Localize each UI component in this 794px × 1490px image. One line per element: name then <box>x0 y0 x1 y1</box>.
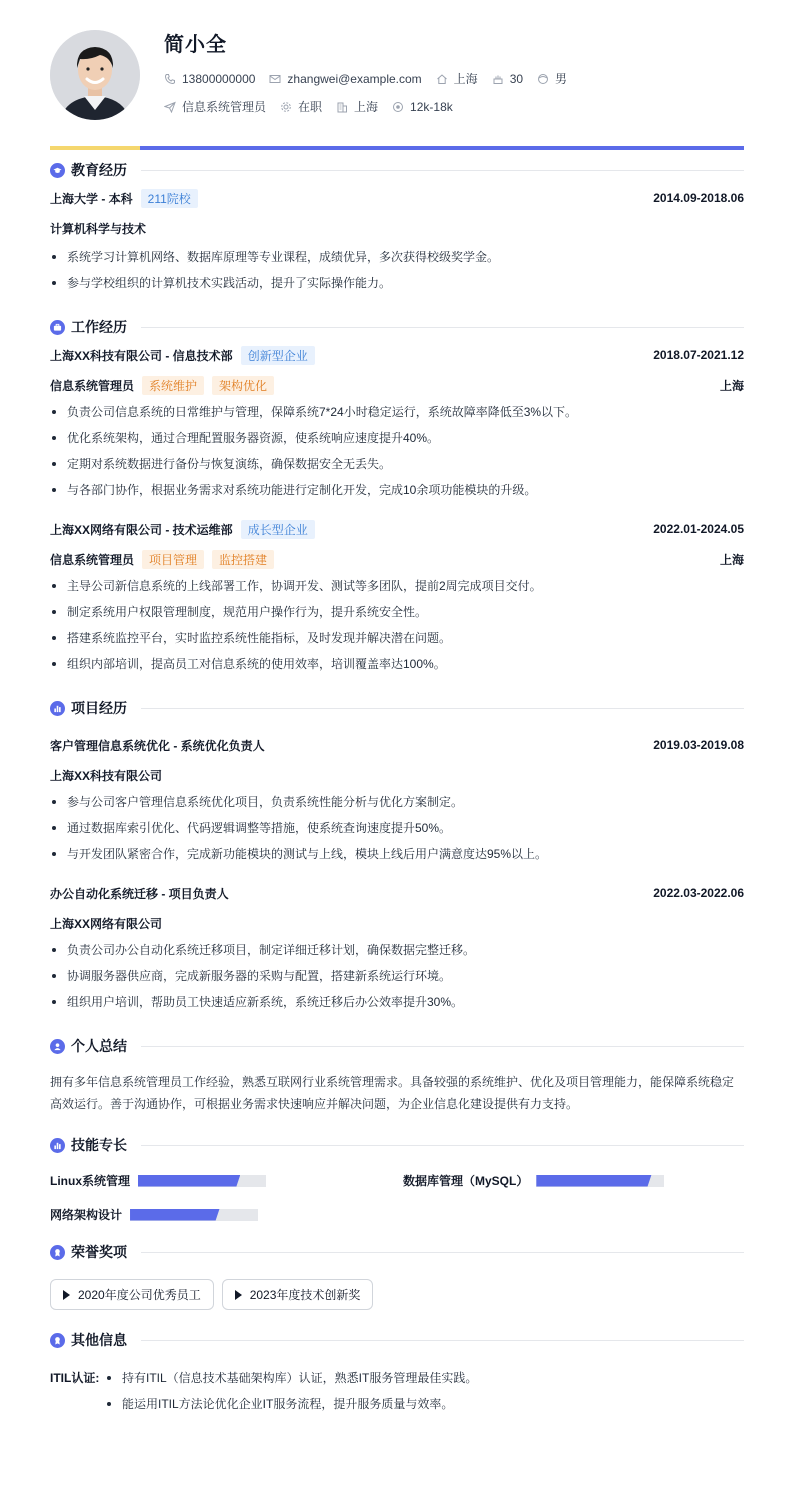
section-header-skills <box>50 1135 744 1155</box>
briefcase-icon <box>50 320 65 335</box>
position-text: 信息系统管理员 <box>182 100 267 114</box>
send-icon <box>164 101 176 113</box>
project-bullets <box>50 789 744 867</box>
honors-section <box>50 1242 744 1310</box>
mail-icon <box>269 73 281 85</box>
honor-label: 2023年度技术创新奖 <box>249 1288 361 1302</box>
salary-item <box>392 100 453 114</box>
section-title: 个人总结 <box>71 1038 127 1054</box>
list-item: 通过数据库索引优化、代码逻辑调整等措施，使系统查询速度提升50%。 <box>50 815 744 841</box>
list-item: 定期对系统数据进行备份与恢复演练，确保数据安全无丢失。 <box>50 451 744 477</box>
avatar <box>50 30 140 120</box>
city-item <box>436 70 478 87</box>
skill-bar-fill <box>536 1175 651 1187</box>
project-period: 2022.03-2022.06 <box>653 886 744 900</box>
phone-item <box>164 72 255 86</box>
skill-bar-fill <box>138 1175 240 1187</box>
list-item: 搭建系统监控平台，实时监控系统性能指标，及时发现并解决潜在问题。 <box>50 625 744 651</box>
contact-row <box>164 70 567 87</box>
resume-header <box>50 28 744 146</box>
company-name: 上海XX网络有限公司 - 技术运维部 <box>50 522 233 537</box>
list-item: 负责公司信息系统的日常维护与管理，保障系统7*24小时稳定运行，系统故障率降低至3%以下。 <box>50 399 744 425</box>
job-period: 2022.01-2024.05 <box>653 522 744 536</box>
skill-bar <box>536 1175 664 1187</box>
bar-chart-icon <box>50 701 65 716</box>
other-label: ITIL认证: <box>50 1371 100 1385</box>
list-item: 协调服务器供应商，完成新服务器的采购与配置，搭建新系统运行环境。 <box>50 963 744 989</box>
skill-tag: 架构优化 <box>212 376 274 395</box>
salary-text: 12k-18k <box>410 99 453 114</box>
list-item: 参与学校组织的计算机技术实践活动，提升了实际操作能力。 <box>50 270 744 296</box>
job-role-row <box>50 375 744 395</box>
list-item: 组织用户培训，帮助员工快速适应新系统，系统迁移后办公效率提升30%。 <box>50 989 744 1015</box>
skill-bar <box>130 1209 258 1221</box>
skill-name: Linux系统管理 <box>50 1174 130 1188</box>
status-item <box>280 98 322 115</box>
major-row <box>50 218 744 238</box>
candidate-name: 简小全 <box>164 34 227 56</box>
age-text: 30 <box>509 71 524 86</box>
skill-bar-fill <box>130 1209 220 1221</box>
skill-bar <box>138 1175 266 1187</box>
cake-icon <box>492 73 504 85</box>
divider-accent-yellow <box>50 146 140 150</box>
school-name: 上海大学 - 本科 <box>50 191 133 206</box>
section-title: 工作经历 <box>71 319 127 335</box>
phone-icon <box>164 73 176 85</box>
section-title: 项目经历 <box>71 700 127 716</box>
section-divider <box>141 1046 744 1047</box>
work-city-item <box>336 98 378 115</box>
company-tag: 创新型企业 <box>241 346 315 365</box>
skills-section <box>50 1135 744 1242</box>
section-header-summary <box>50 1036 744 1056</box>
job-role: 信息系统管理员 <box>50 552 135 567</box>
project-company-row <box>50 913 744 933</box>
project-company-row <box>50 765 744 785</box>
section-divider <box>141 170 744 171</box>
list-item: 系统学习计算机网络、数据库原理等专业课程，成绩优异，多次获得校级奖学金。 <box>50 244 744 270</box>
section-title: 荣誉奖项 <box>71 1244 127 1260</box>
section-divider <box>141 1252 744 1253</box>
settings-icon <box>280 101 292 113</box>
gender-item <box>537 70 567 87</box>
projects-section <box>50 698 744 1015</box>
status-text: 在职 <box>298 100 323 114</box>
section-header-honors <box>50 1242 744 1262</box>
project-company: 上海XX科技有限公司 <box>50 768 163 783</box>
project-company: 上海XX网络有限公司 <box>50 916 163 931</box>
list-item: 能运用ITIL方法论优化企业IT服务流程，提升服务质量与效率。 <box>105 1391 477 1417</box>
summary-section <box>50 1036 744 1115</box>
job-location: 上海 <box>719 552 744 567</box>
major-name: 计算机科学与技术 <box>50 221 147 236</box>
honor-chip <box>50 1279 214 1310</box>
job-role-row <box>50 549 744 569</box>
list-item: 负责公司办公自动化系统迁移项目，制定详细迁移计划，确保数据完整迁移。 <box>50 937 744 963</box>
project-name: 办公自动化系统迁移 - 项目负责人 <box>50 886 229 901</box>
play-triangle-icon <box>235 1290 242 1300</box>
education-bullets <box>50 244 744 296</box>
skill-item <box>403 1172 664 1189</box>
gender-text: 男 <box>555 72 568 86</box>
company-name: 上海XX科技有限公司 - 信息技术部 <box>50 348 233 363</box>
education-header-row <box>50 188 744 208</box>
project-header-row <box>50 735 744 755</box>
project-bullets <box>50 937 744 1015</box>
user-icon <box>50 1039 65 1054</box>
project-period: 2019.03-2019.08 <box>653 738 744 752</box>
education-section <box>50 160 744 296</box>
play-triangle-icon <box>63 1290 70 1300</box>
section-header-education <box>50 160 744 180</box>
section-divider <box>141 708 744 709</box>
job-role: 信息系统管理员 <box>50 378 135 393</box>
skills-grid <box>50 1172 744 1242</box>
job-header-row <box>50 519 744 539</box>
skill-name: 数据库管理（MySQL） <box>403 1174 529 1188</box>
email-item <box>269 72 421 86</box>
work-section <box>50 317 744 677</box>
project-name: 客户管理信息系统优化 - 系统优化负责人 <box>50 738 265 753</box>
school-tag: 211院校 <box>141 189 198 208</box>
skill-item <box>50 1172 266 1189</box>
list-item: 持有ITIL（信息技术基础架构库）认证，熟悉IT服务管理最佳实践。 <box>105 1365 477 1391</box>
gender-icon <box>537 73 549 85</box>
graduation-cap-icon <box>50 163 65 178</box>
building-icon <box>336 101 348 113</box>
age-item <box>492 72 523 86</box>
award-icon <box>50 1333 65 1348</box>
divider-accent-blue <box>140 146 744 150</box>
city-text: 上海 <box>453 72 478 86</box>
skill-tag: 系统维护 <box>142 376 204 395</box>
honor-chip <box>222 1279 374 1310</box>
list-item: 主导公司新信息系统的上线部署工作，协调开发、测试等多团队，提前2周完成项目交付。 <box>50 573 744 599</box>
phone-text: 13800000000 <box>182 71 256 86</box>
company-tag: 成长型企业 <box>241 520 315 539</box>
list-item: 制定系统用户权限管理制度，规范用户操作行为，提升系统安全性。 <box>50 599 744 625</box>
award-icon <box>50 1245 65 1260</box>
section-divider <box>141 327 744 328</box>
project-header-row <box>50 883 744 903</box>
section-title: 教育经历 <box>71 162 127 178</box>
list-item: 与各部门协作，根据业务需求对系统功能进行定制化开发，完成10余项功能模块的升级。 <box>50 477 744 503</box>
job-bullets <box>50 573 744 677</box>
skill-name: 网络架构设计 <box>50 1208 123 1222</box>
other-bullets <box>105 1365 477 1417</box>
job-header-row <box>50 345 744 365</box>
summary-text: 拥有多年信息系统管理员工作经验，熟悉互联网行业系统管理需求。具备较强的系统维护、优化及项目管理能力，能保障系统稳定高效运行。善于沟通协作，可根据业务需求快速响应并解决问题，为企业信息化建设提供有力支持。 <box>50 1075 735 1111</box>
section-header-work <box>50 317 744 337</box>
email-text: zhangwei@example.com <box>287 71 422 86</box>
skill-tag: 监控搭建 <box>212 550 274 569</box>
position-item <box>164 98 266 115</box>
section-header-other <box>50 1330 744 1350</box>
job-bullets <box>50 399 744 503</box>
job-period: 2018.07-2021.12 <box>653 348 744 362</box>
section-header-projects <box>50 698 744 718</box>
section-title: 其他信息 <box>71 1332 127 1348</box>
section-divider <box>141 1145 744 1146</box>
list-item: 优化系统架构，通过合理配置服务器资源，使系统响应速度提升40%。 <box>50 425 744 451</box>
work-city-text: 上海 <box>354 100 379 114</box>
honors-list <box>50 1279 744 1310</box>
list-item: 参与公司客户管理信息系统优化项目，负责系统性能分析与优化方案制定。 <box>50 789 744 815</box>
home-icon <box>436 73 448 85</box>
list-item: 组织内部培训，提高员工对信息系统的使用效率，培训覆盖率达100%。 <box>50 651 744 677</box>
resume-page <box>50 28 744 1417</box>
skill-tag: 项目管理 <box>142 550 204 569</box>
list-item: 与开发团队紧密合作，完成新功能模块的测试与上线，模块上线后用户满意度达95%以上。 <box>50 841 744 867</box>
section-title: 技能专长 <box>71 1137 127 1153</box>
coin-icon <box>392 101 404 113</box>
other-info-row <box>50 1365 744 1417</box>
section-divider <box>141 1340 744 1341</box>
education-period: 2014.09-2018.06 <box>653 191 744 205</box>
skill-item <box>50 1206 258 1223</box>
job-intent-row <box>164 98 453 115</box>
honor-label: 2020年度公司优秀员工 <box>78 1288 201 1302</box>
other-section <box>50 1330 744 1417</box>
bar-chart-icon <box>50 1138 65 1153</box>
header-divider <box>50 146 744 150</box>
job-location: 上海 <box>719 378 744 393</box>
